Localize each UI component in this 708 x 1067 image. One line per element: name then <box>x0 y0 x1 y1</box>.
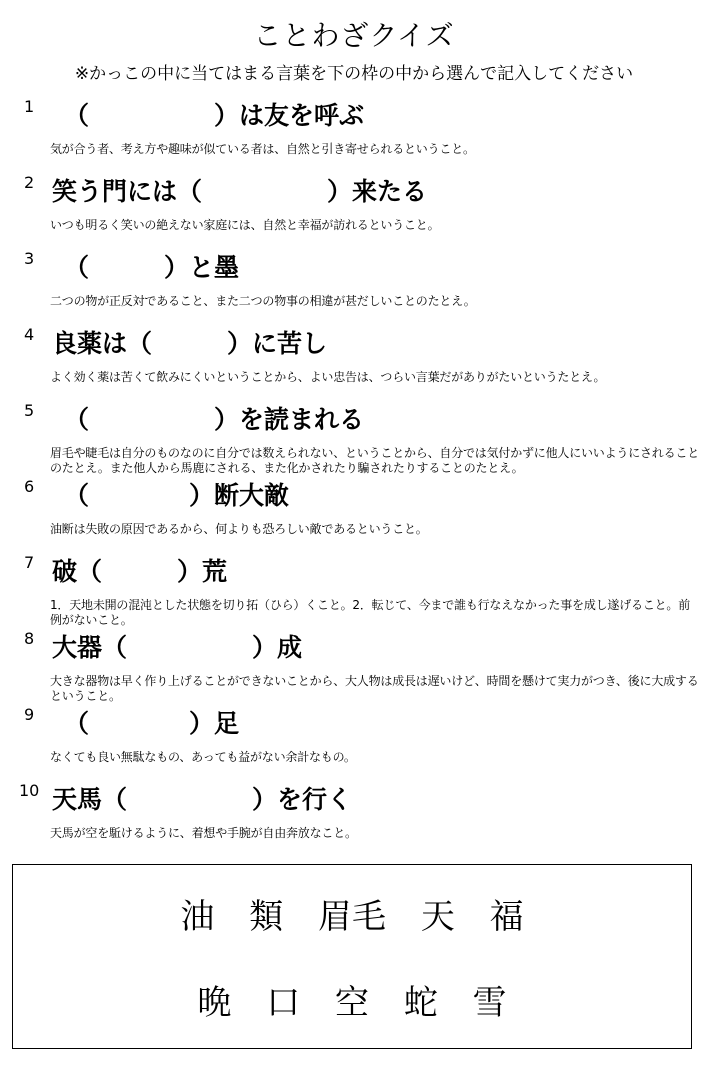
answer-blank[interactable] <box>89 253 164 282</box>
question-number: 6 <box>24 477 35 496</box>
proverb-line <box>64 100 364 132</box>
proverb-meaning: なくても良い無駄なもの、あっても益がない余計なもの。 <box>50 750 356 764</box>
question-number: 10 <box>19 781 40 800</box>
word-bank-word: 蛇 <box>403 983 438 1023</box>
proverb-line <box>64 252 239 284</box>
question-number: 3 <box>24 249 35 268</box>
proverb-after: ）成 <box>252 633 303 662</box>
answer-blank[interactable] <box>102 557 177 586</box>
question-number: 8 <box>24 629 35 648</box>
proverb-line <box>64 480 289 512</box>
answer-blank[interactable] <box>89 405 214 434</box>
question-number: 2 <box>24 173 35 192</box>
answer-blank[interactable] <box>89 101 214 130</box>
word-bank-word: 類 <box>249 897 284 937</box>
answer-blank[interactable] <box>89 481 189 510</box>
answer-blank[interactable] <box>127 785 252 814</box>
word-bank-box <box>12 864 692 1049</box>
word-bank-row-2 <box>13 983 691 1023</box>
proverb-meaning: 大きな器物は早く作り上げることができないことから、大人物は成長は遅いけど、時間を懸けて実力がつき、後に大成するということ。 <box>50 674 699 703</box>
proverb-before: 天馬（ <box>52 785 128 814</box>
word-bank-word: 雪 <box>472 983 507 1023</box>
word-bank-row-1 <box>13 897 691 937</box>
answer-blank[interactable] <box>202 177 327 206</box>
proverb-before: 良薬は（ <box>52 329 153 358</box>
proverb-before: （ <box>64 481 90 510</box>
word-bank-word: 晩 <box>197 983 232 1023</box>
question-number: 7 <box>24 553 35 572</box>
proverb-before: 破（ <box>52 557 103 586</box>
question-number: 9 <box>24 705 35 724</box>
proverb-after: ）と墨 <box>164 253 240 282</box>
proverb-after: ）断大敵 <box>189 481 290 510</box>
word-bank-word: 口 <box>266 983 301 1023</box>
instruction-text: ※かっこの中に当てはまる言葉を下の枠の中から選んで記入してください <box>74 64 634 84</box>
proverb-after: ）に苦し <box>227 329 328 358</box>
proverb-meaning: 眉毛や睫毛は自分のものなのに自分では数えられない、ということから、自分では気付かずに他人にいいようにされることのたとえ。また他人から馬鹿にされる、また化かされたり騙されたりすることのたとえ。 <box>50 446 700 475</box>
answer-blank[interactable] <box>127 633 252 662</box>
question-number: 5 <box>24 401 35 420</box>
question-number: 4 <box>24 325 35 344</box>
answer-blank[interactable] <box>89 709 189 738</box>
quiz-title: ことわざクイズ <box>253 19 455 52</box>
word-bank-word: 眉毛 <box>318 897 386 937</box>
proverb-before: （ <box>64 101 90 130</box>
word-bank-word: 天 <box>420 897 455 937</box>
word-bank-word: 空 <box>335 983 369 1023</box>
word-bank-word: 福 <box>489 897 524 937</box>
proverb-meaning: 1．天地未開の混沌とした状態を切り拓（ひら）くこと。2．転じて、今まで誰も行なえなかった事を成し遂げること。前例がないこと。 <box>50 598 691 627</box>
proverb-meaning: 気が合う者、考え方や趣味が似ている者は、自然と引き寄せられるということ。 <box>50 142 475 156</box>
proverb-line <box>64 404 364 436</box>
proverb-line <box>52 556 227 588</box>
proverb-before: （ <box>64 709 90 738</box>
proverb-meaning: 天馬が空を駈けるように、着想や手腕が自由奔放なこと。 <box>50 826 357 840</box>
proverb-after: ）を読まれる <box>214 405 365 434</box>
question-number: 1 <box>24 97 35 116</box>
proverb-meaning: 二つの物が正反対であること、また二つの物事の相違が甚だしいことのたとえ。 <box>50 294 476 308</box>
proverb-before: 大器（ <box>52 633 128 662</box>
proverb-before: （ <box>64 253 90 282</box>
proverb-before: 笑う門には（ <box>52 177 203 206</box>
proverb-line <box>64 708 239 740</box>
proverb-line <box>52 328 327 360</box>
proverb-meaning: 油断は失敗の原因であるから、何よりも恐ろしい敵であるということ。 <box>50 522 428 536</box>
proverb-meaning: よく効く薬は苦くて飲みにくいということから、よい忠告は、つらい言葉だがありがたいというたとえ。 <box>50 370 606 384</box>
proverb-meaning: いつも明るく笑いの絶えない家庭には、自然と幸福が訪れるということ。 <box>50 218 440 232</box>
proverb-after: ）荒 <box>177 557 228 586</box>
proverb-after: ）足 <box>189 709 240 738</box>
answer-blank[interactable] <box>152 329 227 358</box>
proverb-line <box>52 632 302 664</box>
word-bank-word: 油 <box>180 897 215 937</box>
proverb-after: ）を行く <box>252 785 353 814</box>
proverb-line <box>52 784 352 816</box>
proverb-after: ）来たる <box>327 177 428 206</box>
proverb-before: （ <box>64 405 90 434</box>
proverb-line <box>52 176 427 208</box>
proverb-after: ）は友を呼ぶ <box>214 101 365 130</box>
